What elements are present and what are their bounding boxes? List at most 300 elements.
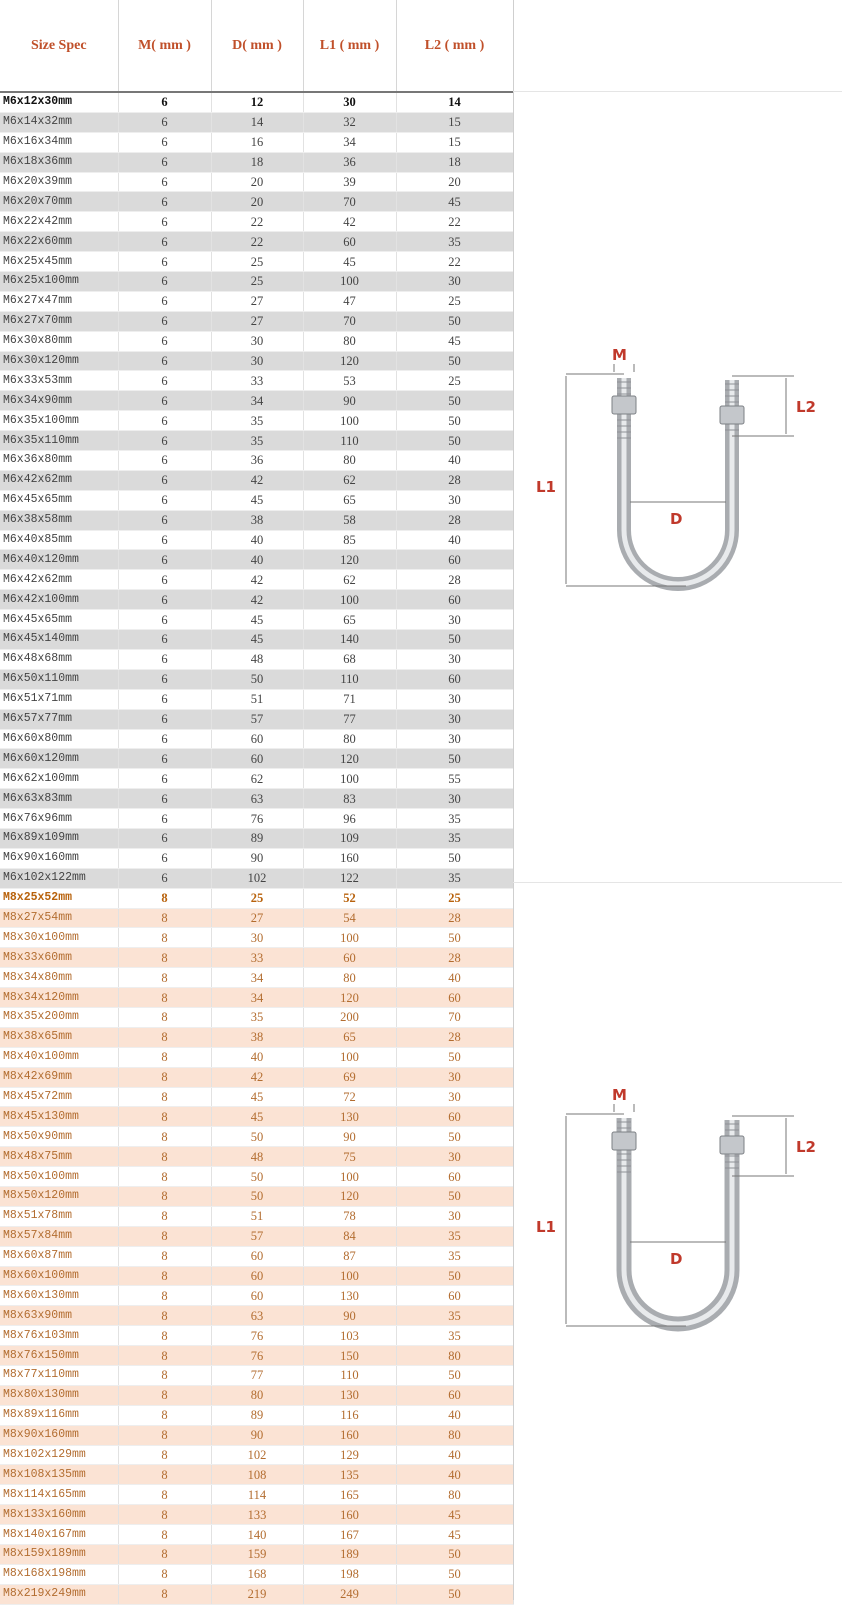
m-cell: 6 (118, 272, 211, 292)
l1-cell: 52 (303, 888, 396, 908)
table-row (0, 828, 513, 848)
table-row (0, 1167, 513, 1187)
table-row (0, 311, 513, 331)
m-cell: 6 (118, 590, 211, 610)
size-spec-cell: M8x45x72mm (0, 1087, 118, 1107)
d-cell: 48 (211, 649, 303, 669)
l2-cell: 35 (396, 1246, 513, 1266)
table-header-row (0, 0, 513, 92)
l1-cell: 100 (303, 411, 396, 431)
m-cell: 6 (118, 689, 211, 709)
u-bolt-illustration (612, 1118, 744, 1324)
l1-cell: 135 (303, 1465, 396, 1485)
d-cell: 35 (211, 431, 303, 451)
l1-cell: 160 (303, 848, 396, 868)
table-row (0, 1545, 513, 1565)
m-cell: 8 (118, 1147, 211, 1167)
l1-cell: 130 (303, 1286, 396, 1306)
size-spec-cell: M8x60x87mm (0, 1246, 118, 1266)
l1-cell: 62 (303, 470, 396, 490)
table-row (0, 1385, 513, 1405)
d-cell: 102 (211, 1445, 303, 1465)
l1-cell: 100 (303, 1266, 396, 1286)
l2-cell: 28 (396, 570, 513, 590)
size-spec-cell: M8x76x103mm (0, 1326, 118, 1346)
size-spec-cell: M6x18x36mm (0, 152, 118, 172)
size-spec-cell: M8x80x130mm (0, 1385, 118, 1405)
m-cell: 6 (118, 570, 211, 590)
table-row (0, 1266, 513, 1286)
l2-cell: 50 (396, 431, 513, 451)
table-row (0, 1425, 513, 1445)
d-cell: 34 (211, 391, 303, 411)
table-row (0, 1047, 513, 1067)
d-cell: 89 (211, 828, 303, 848)
l2-cell: 50 (396, 1047, 513, 1067)
d-cell: 51 (211, 1206, 303, 1226)
l2-cell: 60 (396, 550, 513, 570)
m-cell: 6 (118, 848, 211, 868)
size-spec-cell: M6x42x100mm (0, 590, 118, 610)
l2-cell: 40 (396, 1465, 513, 1485)
table-body (0, 92, 513, 1604)
table-row (0, 212, 513, 232)
table-row (0, 988, 513, 1008)
d-cell: 34 (211, 968, 303, 988)
table-row (0, 590, 513, 610)
m-cell: 8 (118, 1266, 211, 1286)
d-cell: 114 (211, 1485, 303, 1505)
table-row (0, 809, 513, 829)
l2-cell: 35 (396, 1306, 513, 1326)
table-row (0, 1186, 513, 1206)
size-spec-cell: M8x63x90mm (0, 1306, 118, 1326)
l2-cell: 35 (396, 1226, 513, 1246)
table-row (0, 291, 513, 311)
size-spec-cell: M6x42x62mm (0, 570, 118, 590)
l1-cell: 71 (303, 689, 396, 709)
table-row (0, 232, 513, 252)
l1-cell: 100 (303, 272, 396, 292)
m-cell: 8 (118, 1206, 211, 1226)
d-cell: 40 (211, 530, 303, 550)
size-spec-cell: M8x50x90mm (0, 1127, 118, 1147)
d-cell: 40 (211, 550, 303, 570)
size-spec-cell: M6x30x120mm (0, 351, 118, 371)
d-cell: 25 (211, 272, 303, 292)
l1-cell: 70 (303, 192, 396, 212)
m-cell: 6 (118, 172, 211, 192)
d-cell: 30 (211, 331, 303, 351)
table-row (0, 1485, 513, 1505)
l2-cell: 28 (396, 908, 513, 928)
d-cell: 50 (211, 669, 303, 689)
size-spec-cell: M6x22x42mm (0, 212, 118, 232)
m-cell: 6 (118, 92, 211, 112)
size-spec-cell: M8x140x167mm (0, 1525, 118, 1545)
l2-cell: 15 (396, 132, 513, 152)
l2-cell: 15 (396, 112, 513, 132)
l2-cell: 30 (396, 1206, 513, 1226)
m-cell: 6 (118, 132, 211, 152)
m-cell: 8 (118, 1107, 211, 1127)
table-row (0, 769, 513, 789)
l2-cell: 60 (396, 590, 513, 610)
label-l1: L1 (536, 478, 556, 496)
size-spec-cell: M8x159x189mm (0, 1545, 118, 1565)
d-cell: 89 (211, 1405, 303, 1425)
d-cell: 63 (211, 1306, 303, 1326)
d-cell: 76 (211, 1346, 303, 1366)
size-spec-cell: M8x40x100mm (0, 1047, 118, 1067)
l1-cell: 80 (303, 451, 396, 471)
l1-cell: 80 (303, 729, 396, 749)
l2-cell: 50 (396, 928, 513, 948)
m-cell: 6 (118, 212, 211, 232)
m-cell: 8 (118, 1286, 211, 1306)
l2-cell: 45 (396, 331, 513, 351)
size-spec-cell: M6x27x70mm (0, 311, 118, 331)
table-row (0, 1445, 513, 1465)
d-cell: 60 (211, 1266, 303, 1286)
l1-cell: 120 (303, 1186, 396, 1206)
l2-cell: 22 (396, 212, 513, 232)
m-cell: 6 (118, 470, 211, 490)
size-spec-cell: M8x76x150mm (0, 1346, 118, 1366)
d-cell: 25 (211, 888, 303, 908)
l2-cell: 50 (396, 630, 513, 650)
u-bolt-illustration (612, 378, 744, 584)
size-spec-cell: M6x20x39mm (0, 172, 118, 192)
m-cell: 8 (118, 928, 211, 948)
m-cell: 6 (118, 411, 211, 431)
m-cell: 8 (118, 1525, 211, 1545)
d-cell: 16 (211, 132, 303, 152)
d-cell: 22 (211, 212, 303, 232)
l2-cell: 28 (396, 1027, 513, 1047)
m-cell: 8 (118, 1545, 211, 1565)
m-cell: 8 (118, 1425, 211, 1445)
table-row (0, 530, 513, 550)
m-cell: 6 (118, 610, 211, 630)
table-row (0, 112, 513, 132)
table-row (0, 689, 513, 709)
l1-cell: 53 (303, 371, 396, 391)
table-row (0, 1067, 513, 1087)
size-spec-cell: M8x133x160mm (0, 1505, 118, 1525)
d-cell: 30 (211, 351, 303, 371)
size-spec-cell: M8x42x69mm (0, 1067, 118, 1087)
table-row (0, 848, 513, 868)
m-cell: 6 (118, 152, 211, 172)
size-spec-cell: M8x168x198mm (0, 1564, 118, 1584)
m-cell: 8 (118, 1246, 211, 1266)
table-row (0, 172, 513, 192)
l1-cell: 60 (303, 232, 396, 252)
l2-cell: 60 (396, 1286, 513, 1306)
m-cell: 6 (118, 371, 211, 391)
table-row (0, 669, 513, 689)
table-row (0, 1027, 513, 1047)
m-cell: 6 (118, 431, 211, 451)
l2-cell: 60 (396, 1107, 513, 1127)
m-cell: 6 (118, 192, 211, 212)
d-cell: 50 (211, 1127, 303, 1147)
l2-cell: 35 (396, 868, 513, 888)
label-l1: L1 (536, 1218, 556, 1236)
size-spec-cell: M6x34x90mm (0, 391, 118, 411)
size-spec-cell: M6x36x80mm (0, 451, 118, 471)
size-spec-cell: M6x35x100mm (0, 411, 118, 431)
size-spec-cell: M8x50x100mm (0, 1167, 118, 1187)
size-spec-cell: M8x34x120mm (0, 988, 118, 1008)
m-cell: 8 (118, 1584, 211, 1604)
l2-cell: 45 (396, 1505, 513, 1525)
d-cell: 38 (211, 510, 303, 530)
l2-cell: 45 (396, 192, 513, 212)
d-cell: 80 (211, 1385, 303, 1405)
table-row (0, 908, 513, 928)
m-cell: 6 (118, 709, 211, 729)
size-spec-cell: M8x102x129mm (0, 1445, 118, 1465)
m-cell: 6 (118, 550, 211, 570)
d-cell: 27 (211, 908, 303, 928)
l1-cell: 34 (303, 132, 396, 152)
l1-cell: 160 (303, 1505, 396, 1525)
l2-cell: 30 (396, 1147, 513, 1167)
m-cell: 6 (118, 291, 211, 311)
header-d: D( mm ) (211, 0, 303, 92)
l2-cell: 30 (396, 1087, 513, 1107)
l1-cell: 110 (303, 669, 396, 689)
l1-cell: 120 (303, 749, 396, 769)
l1-cell: 109 (303, 828, 396, 848)
label-l2: L2 (796, 1138, 816, 1156)
l2-cell: 70 (396, 1007, 513, 1027)
m-cell: 8 (118, 988, 211, 1008)
table-row (0, 192, 513, 212)
d-cell: 60 (211, 1246, 303, 1266)
size-spec-cell: M6x90x160mm (0, 848, 118, 868)
l1-cell: 65 (303, 490, 396, 510)
m-cell: 6 (118, 530, 211, 550)
size-spec-cell: M8x60x130mm (0, 1286, 118, 1306)
d-cell: 30 (211, 928, 303, 948)
m-cell: 8 (118, 1405, 211, 1425)
table-row (0, 1087, 513, 1107)
table-row (0, 1206, 513, 1226)
l1-cell: 85 (303, 530, 396, 550)
l2-cell: 40 (396, 451, 513, 471)
d-cell: 57 (211, 709, 303, 729)
l2-cell: 45 (396, 1525, 513, 1545)
size-spec-cell: M6x33x53mm (0, 371, 118, 391)
d-cell: 20 (211, 192, 303, 212)
table-row (0, 868, 513, 888)
m-cell: 8 (118, 1505, 211, 1525)
d-cell: 38 (211, 1027, 303, 1047)
d-cell: 42 (211, 1067, 303, 1087)
l2-cell: 30 (396, 490, 513, 510)
d-cell: 60 (211, 1286, 303, 1306)
d-cell: 108 (211, 1465, 303, 1485)
m-cell: 6 (118, 669, 211, 689)
size-spec-cell: M6x45x65mm (0, 610, 118, 630)
d-cell: 27 (211, 291, 303, 311)
table-row (0, 391, 513, 411)
size-spec-cell: M8x77x110mm (0, 1366, 118, 1386)
d-cell: 51 (211, 689, 303, 709)
size-spec-cell: M8x30x100mm (0, 928, 118, 948)
table-row (0, 1564, 513, 1584)
l2-cell: 14 (396, 92, 513, 112)
l2-cell: 50 (396, 311, 513, 331)
d-cell: 33 (211, 948, 303, 968)
l1-cell: 150 (303, 1346, 396, 1366)
size-spec-cell: M6x60x80mm (0, 729, 118, 749)
l2-cell: 30 (396, 789, 513, 809)
d-cell: 168 (211, 1564, 303, 1584)
size-spec-cell: M6x102x122mm (0, 868, 118, 888)
l1-cell: 198 (303, 1564, 396, 1584)
size-spec-cell: M6x63x83mm (0, 789, 118, 809)
l1-cell: 54 (303, 908, 396, 928)
l2-cell: 60 (396, 1385, 513, 1405)
d-cell: 20 (211, 172, 303, 192)
table-row (0, 630, 513, 650)
table-row (0, 948, 513, 968)
size-spec-cell: M6x40x120mm (0, 550, 118, 570)
m-cell: 6 (118, 868, 211, 888)
l1-cell: 100 (303, 1047, 396, 1067)
d-cell: 76 (211, 1326, 303, 1346)
d-cell: 48 (211, 1147, 303, 1167)
d-cell: 22 (211, 232, 303, 252)
l2-cell: 80 (396, 1425, 513, 1445)
table-row (0, 1127, 513, 1147)
d-cell: 40 (211, 1047, 303, 1067)
l1-cell: 116 (303, 1405, 396, 1425)
l2-cell: 40 (396, 968, 513, 988)
l1-cell: 129 (303, 1445, 396, 1465)
table-row (0, 570, 513, 590)
table-row (0, 132, 513, 152)
m-cell: 6 (118, 112, 211, 132)
l1-cell: 75 (303, 1147, 396, 1167)
l2-cell: 55 (396, 769, 513, 789)
l2-cell: 50 (396, 391, 513, 411)
m-cell: 8 (118, 1167, 211, 1187)
size-spec-cell: M6x50x110mm (0, 669, 118, 689)
table-row (0, 1405, 513, 1425)
d-cell: 57 (211, 1226, 303, 1246)
table-row (0, 1007, 513, 1027)
d-cell: 90 (211, 848, 303, 868)
table-row (0, 1246, 513, 1266)
l2-cell: 40 (396, 1405, 513, 1425)
l1-cell: 120 (303, 351, 396, 371)
m-cell: 8 (118, 1087, 211, 1107)
l1-cell: 78 (303, 1206, 396, 1226)
d-cell: 42 (211, 470, 303, 490)
l1-cell: 87 (303, 1246, 396, 1266)
size-spec-cell: M6x16x34mm (0, 132, 118, 152)
m-cell: 6 (118, 490, 211, 510)
l1-cell: 83 (303, 789, 396, 809)
d-cell: 35 (211, 1007, 303, 1027)
label-m: M (612, 1086, 627, 1104)
m-cell: 8 (118, 1445, 211, 1465)
l2-cell: 30 (396, 272, 513, 292)
d-cell: 62 (211, 769, 303, 789)
l2-cell: 25 (396, 888, 513, 908)
table-row (0, 550, 513, 570)
l2-cell: 50 (396, 1186, 513, 1206)
d-cell: 34 (211, 988, 303, 1008)
size-spec-cell: M8x57x84mm (0, 1226, 118, 1246)
d-cell: 90 (211, 1425, 303, 1445)
m-cell: 8 (118, 888, 211, 908)
m-cell: 8 (118, 1226, 211, 1246)
size-spec-cell: M6x42x62mm (0, 470, 118, 490)
l1-cell: 77 (303, 709, 396, 729)
l1-cell: 36 (303, 152, 396, 172)
d-cell: 45 (211, 610, 303, 630)
d-cell: 42 (211, 590, 303, 610)
size-spec-cell: M8x25x52mm (0, 888, 118, 908)
size-spec-cell: M8x45x130mm (0, 1107, 118, 1127)
l2-cell: 28 (396, 470, 513, 490)
m-cell: 8 (118, 1047, 211, 1067)
m-cell: 6 (118, 252, 211, 272)
d-cell: 60 (211, 749, 303, 769)
table-row (0, 709, 513, 729)
l2-cell: 20 (396, 172, 513, 192)
m-cell: 6 (118, 351, 211, 371)
l2-cell: 60 (396, 988, 513, 1008)
d-cell: 42 (211, 570, 303, 590)
l1-cell: 165 (303, 1485, 396, 1505)
size-spec-cell: M6x25x45mm (0, 252, 118, 272)
l2-cell: 25 (396, 371, 513, 391)
table-row (0, 729, 513, 749)
m-cell: 6 (118, 809, 211, 829)
l1-cell: 120 (303, 988, 396, 1008)
l2-cell: 80 (396, 1346, 513, 1366)
l1-cell: 68 (303, 649, 396, 669)
size-spec-cell: M8x60x100mm (0, 1266, 118, 1286)
d-cell: 140 (211, 1525, 303, 1545)
l1-cell: 39 (303, 172, 396, 192)
table-row (0, 649, 513, 669)
l1-cell: 167 (303, 1525, 396, 1545)
l1-cell: 100 (303, 590, 396, 610)
l2-cell: 40 (396, 1445, 513, 1465)
m-cell: 8 (118, 1465, 211, 1485)
d-cell: 63 (211, 789, 303, 809)
size-spec-cell: M8x114x165mm (0, 1485, 118, 1505)
size-spec-cell: M6x89x109mm (0, 828, 118, 848)
m-cell: 6 (118, 451, 211, 471)
l1-cell: 130 (303, 1385, 396, 1405)
m-cell: 8 (118, 1067, 211, 1087)
l2-cell: 30 (396, 649, 513, 669)
l1-cell: 249 (303, 1584, 396, 1604)
table-row (0, 470, 513, 490)
m-cell: 8 (118, 1127, 211, 1147)
d-cell: 77 (211, 1366, 303, 1386)
table-row (0, 1326, 513, 1346)
